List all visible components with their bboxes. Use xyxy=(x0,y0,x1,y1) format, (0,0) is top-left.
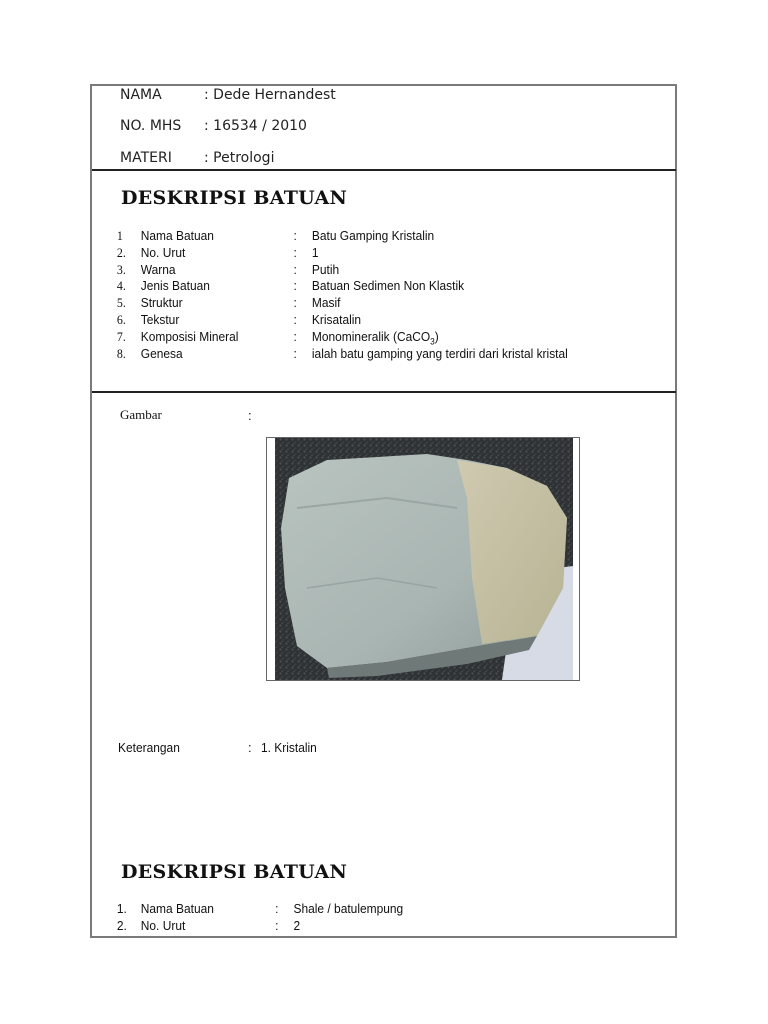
section-divider xyxy=(92,391,676,393)
row-colon: : xyxy=(275,901,279,916)
row-colon: : xyxy=(293,228,297,243)
row-label: Komposisi Mineral xyxy=(140,329,239,344)
row-number: 5. xyxy=(116,295,126,310)
row-value: Batu Gamping Kristalin xyxy=(311,228,435,243)
row-number: 4. xyxy=(116,278,126,293)
section1-title: DESKRIPSI BATUAN xyxy=(121,187,348,209)
row-number: 6. xyxy=(116,312,126,327)
row-value: Masif xyxy=(311,295,341,310)
value-suffix: ) xyxy=(434,329,439,344)
row-label: Struktur xyxy=(140,295,183,310)
row-number: 1 xyxy=(116,228,123,243)
row-label: Genesa xyxy=(140,346,183,361)
row-number: 8. xyxy=(116,346,126,361)
row-value: Krisatalin xyxy=(311,312,362,327)
nama-key: NAMA xyxy=(120,87,162,103)
row-number: 1. xyxy=(116,901,127,916)
nama-value: : Dede Hernandest xyxy=(204,87,336,103)
keterangan-label: Keterangan xyxy=(118,740,180,755)
section2-title: DESKRIPSI BATUAN xyxy=(121,861,348,883)
header-nama-row xyxy=(120,87,336,103)
row-colon: : xyxy=(275,918,279,933)
row-number: 2. xyxy=(116,245,126,260)
rock-photo xyxy=(266,437,580,681)
keterangan-value: 1. Kristalin xyxy=(261,740,317,755)
nomhs-value: : 16534 / 2010 xyxy=(204,118,307,134)
row-value: Batuan Sedimen Non Klastik xyxy=(311,278,465,293)
row-colon: : xyxy=(293,329,297,344)
row-label: Jenis Batuan xyxy=(140,278,210,293)
row-value: Shale / batulempung xyxy=(293,901,404,916)
row-value: 2 xyxy=(293,918,301,933)
row-colon: : xyxy=(293,262,297,277)
row-number: 2. xyxy=(116,918,127,933)
row-colon: : xyxy=(293,346,297,361)
value-subscript: 3 xyxy=(430,336,435,347)
header-divider xyxy=(92,169,676,171)
gambar-colon: : xyxy=(248,408,252,423)
row-label: No. Urut xyxy=(140,918,186,933)
row-label: Tekstur xyxy=(140,312,180,327)
row-number: 7. xyxy=(116,329,126,344)
row-label: Nama Batuan xyxy=(140,901,214,916)
row-value: 1 xyxy=(311,245,319,260)
row-label: No. Urut xyxy=(140,245,186,260)
header-nomhs-row xyxy=(120,118,307,134)
row-number: 3. xyxy=(116,262,126,277)
row-colon: : xyxy=(293,245,297,260)
value-prefix: Monomineralik (CaCO xyxy=(311,329,431,344)
header-materi-row xyxy=(120,150,274,166)
keterangan-colon: : xyxy=(248,740,252,755)
row-colon: : xyxy=(293,278,297,293)
row-colon: : xyxy=(293,312,297,327)
nomhs-key: NO. MHS xyxy=(120,118,182,134)
row-colon: : xyxy=(293,295,297,310)
row-value: Putih xyxy=(311,262,340,277)
row-label: Warna xyxy=(140,262,176,277)
row-value: ialah batu gamping yang terdiri dari kristal kristal xyxy=(311,346,568,361)
materi-key: MATERI xyxy=(120,150,172,166)
row-label: Nama Batuan xyxy=(140,228,214,243)
gambar-label: Gambar xyxy=(120,407,162,422)
materi-value: : Petrologi xyxy=(204,150,275,166)
rock-image xyxy=(267,438,579,680)
